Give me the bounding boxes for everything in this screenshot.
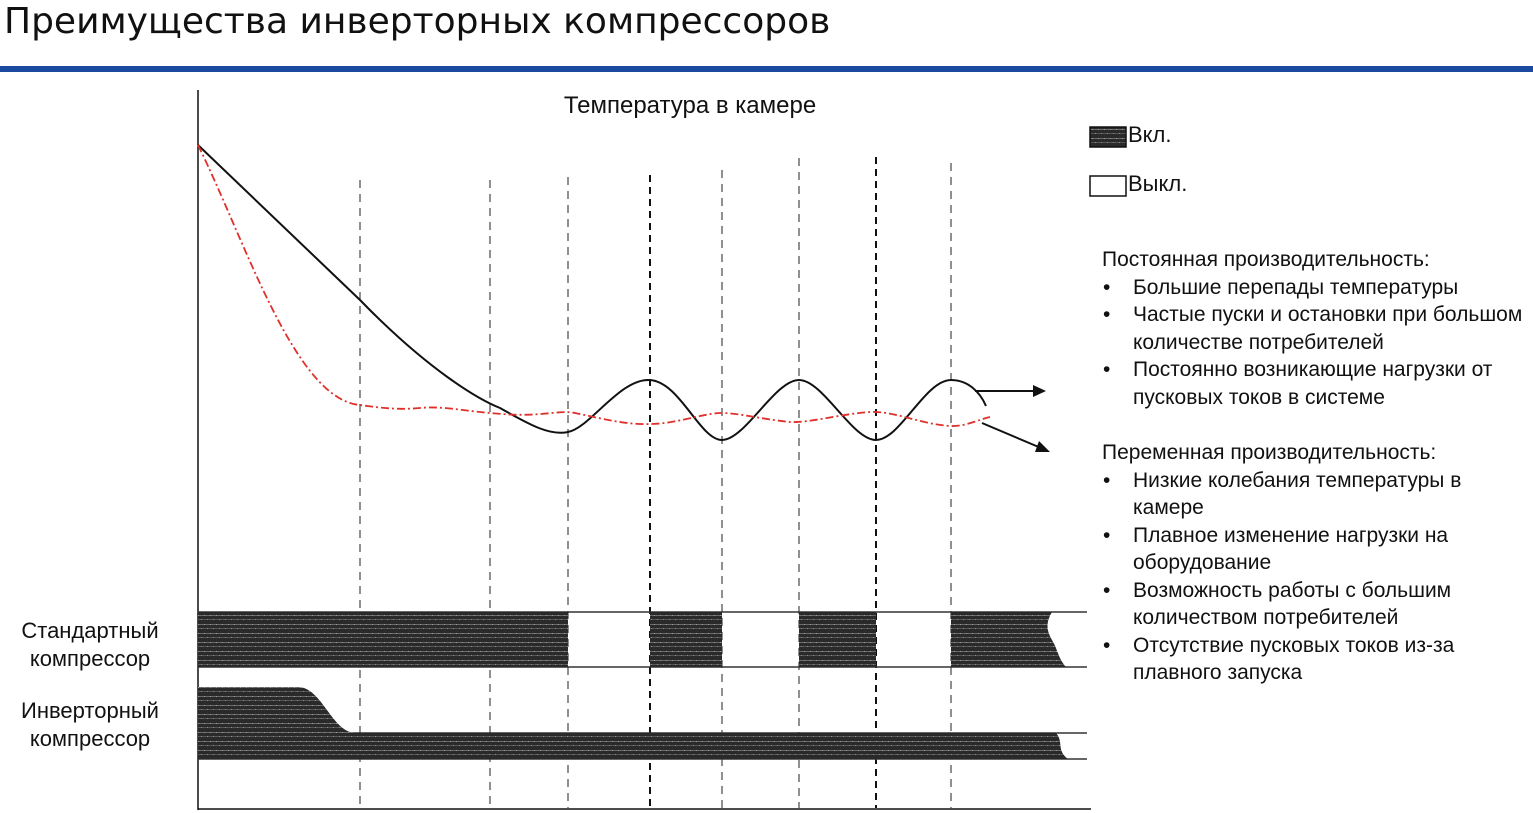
inverter-compressor-temperature-curve <box>198 145 990 426</box>
list-item: • Отсутствие пусковых токов из-за плавного запуска <box>1102 632 1530 687</box>
legend-off-swatch <box>1090 176 1126 196</box>
cycle-gridlines <box>360 157 951 808</box>
list-item: • Частые пуски и остановки при большом количестве потребителей <box>1102 301 1530 356</box>
variable-capacity-list <box>1102 467 1530 687</box>
standard-compressor-label <box>0 617 185 673</box>
list-item: • Большие перепады температуры <box>1102 274 1530 302</box>
inverter-on-band <box>198 687 1068 759</box>
inverter-compressor-label <box>0 697 185 753</box>
standard-on-segment <box>198 612 568 667</box>
standard-compressor-label-line2: компрессор <box>29 646 151 671</box>
slide-title: Преимущества инверторных компрессоров <box>4 1 831 42</box>
diagram-title: Температура в камере <box>563 92 817 119</box>
list-item: • Плавное изменение нагрузки на оборудование <box>1102 522 1530 577</box>
constant-capacity-heading: Постоянная производительность: <box>1102 248 1430 271</box>
continuation-arrow-upper <box>975 385 1046 397</box>
legend-on-label: Вкл. <box>1128 122 1172 147</box>
standard-on-segment <box>650 612 722 667</box>
list-item: • Возможность работы с большим количеством потребителей <box>1102 577 1530 632</box>
constant-capacity-list <box>1102 274 1530 412</box>
standard-compressor-temperature-curve <box>198 145 986 440</box>
standard-on-segment <box>799 612 876 667</box>
list-item: • Постоянно возникающие нагрузки от пусковых токов в системе <box>1102 356 1530 411</box>
list-item: • Низкие колебания температуры в камере <box>1102 467 1530 522</box>
continuation-arrow-lower <box>982 423 1050 452</box>
standard-compressor-label-line1: Стандартный <box>21 618 159 643</box>
legend-on-swatch <box>1090 127 1126 147</box>
standard-on-segment-end <box>951 612 1066 667</box>
legend-off-label: Выкл. <box>1128 171 1188 196</box>
comparison-panel <box>1102 246 1530 687</box>
inverter-compressor-label-line2: компрессор <box>29 726 151 751</box>
variable-capacity-heading: Переменная производительность: <box>1102 441 1437 464</box>
inverter-compressor-label-line1: Инверторный <box>21 698 159 723</box>
